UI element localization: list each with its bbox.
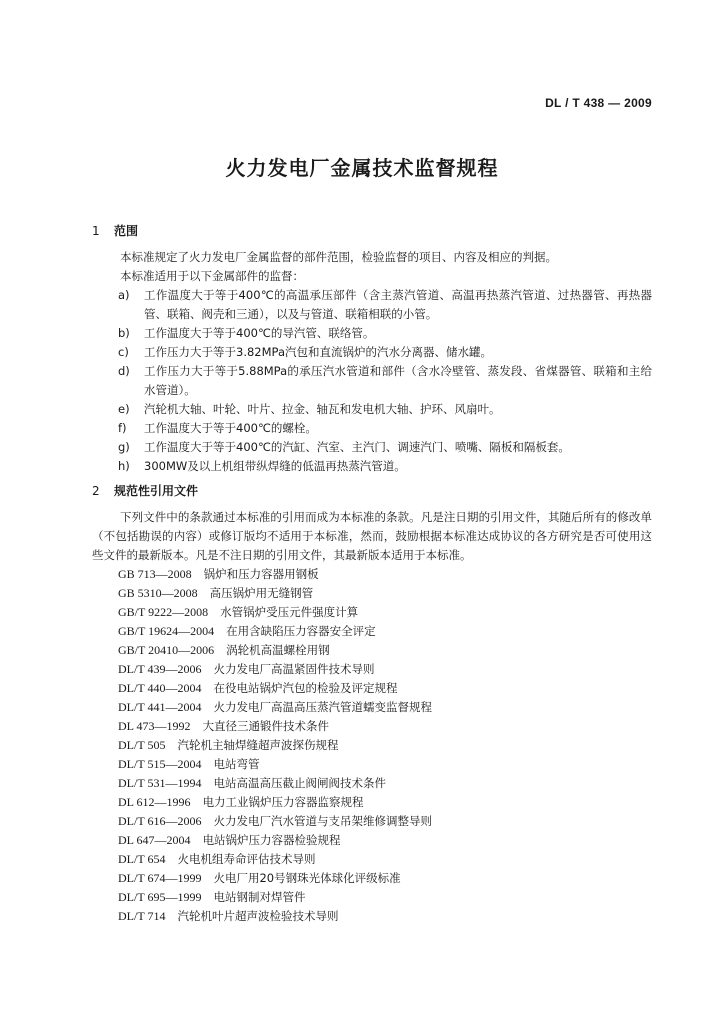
reference-title: 电站弯管 xyxy=(213,757,260,771)
reference-code: DL/T 616—2006 xyxy=(118,814,202,828)
reference-title: 火力发电厂高温高压蒸汽管道蠕变监督规程 xyxy=(213,700,432,714)
document-title: 火力发电厂金属技术监督规程 xyxy=(225,156,499,180)
scope-item-a xyxy=(118,286,652,324)
scope-item-label: b) xyxy=(118,326,130,340)
section-2-heading xyxy=(92,482,198,499)
scope-item-b xyxy=(118,324,652,343)
section-2-number: 2 xyxy=(92,484,100,498)
reference-item xyxy=(118,755,259,774)
section-2-title: 规范性引用文件 xyxy=(114,484,199,498)
scope-item-text: 工作压力大于等于3.82MPa汽包和直流锅炉的汽水分离器、储水罐。 xyxy=(144,345,492,359)
reference-item xyxy=(118,793,364,812)
scope-item-label: a) xyxy=(118,288,130,302)
standard-number: DL / T 438 — 2009 xyxy=(545,96,652,110)
reference-title: 水管锅炉受压元件强度计算 xyxy=(220,605,359,619)
reference-code: GB/T 19624—2004 xyxy=(118,624,215,638)
scope-item-text: 工作温度大于等于400℃的高温承压部件（含主蒸汽管道、高温再热蒸汽管道、过热器管、再热器管、联箱、阀壳和三通），以及与管道、联箱相联的小管。 xyxy=(144,288,652,321)
reference-title: 高压锅炉用无缝钢管 xyxy=(209,586,314,600)
reference-code: DL/T 441—2004 xyxy=(118,700,202,714)
scope-item-f xyxy=(118,419,652,438)
reference-code: DL/T 515—2004 xyxy=(118,757,202,771)
section-2-paragraph: 下列文件中的条款通过本标准的引用而成为本标准的条款。凡是注日期的引用文件，其随后所有的修改单（不包括勘误的内容）或修订版均不适用于本标准，然而，鼓励根据本标准达成协议的各方研究是否可使用这些文件的最新版本。凡是不注日期的引用文件，其最新版本适用于本标准。 xyxy=(92,510,652,562)
reference-title: 大直径三通锻件技术条件 xyxy=(202,719,330,733)
scope-item-text: 300MW及以上机组带纵焊缝的低温再热蒸汽管道。 xyxy=(144,459,406,473)
reference-item xyxy=(118,736,338,755)
scope-item-label: g) xyxy=(118,440,130,454)
reference-item xyxy=(118,622,376,641)
scope-item-label: e) xyxy=(118,402,130,416)
scope-item-text: 工作温度大于等于400℃的汽缸、汽室、主汽门、调速汽门、喷嘴、隔板和隔板套。 xyxy=(144,440,570,454)
reference-title: 电力工业锅炉压力容器监察规程 xyxy=(202,795,364,809)
reference-item xyxy=(118,584,313,603)
reference-item xyxy=(118,603,358,622)
reference-title: 汽轮机叶片超声波检验技术导则 xyxy=(177,909,339,923)
reference-code: DL/T 531—1994 xyxy=(118,776,202,790)
scope-item-g xyxy=(118,438,652,457)
section-1-intro-1: 本标准规定了火力发电厂金属监督的部件范围，检验监督的项目、内容及相应的判据。 xyxy=(120,250,557,264)
reference-code: DL/T 440—2004 xyxy=(118,681,202,695)
scope-item-text: 工作压力大于等于5.88MPa的承压汽水管道和部件（含水冷壁管、蒸发段、省煤器管、联箱和主给水管道）。 xyxy=(144,364,652,397)
scope-item-text: 汽轮机大轴、叶轮、叶片、拉金、轴瓦和发电机大轴、护环、风扇叶。 xyxy=(144,402,501,416)
reference-item xyxy=(118,660,374,679)
scope-item-text: 工作温度大于等于400℃的导汽管、联络管。 xyxy=(144,326,375,340)
reference-title: 火力发电厂高温紧固件技术导则 xyxy=(213,662,375,676)
reference-code: DL 473—1992 xyxy=(118,719,191,733)
reference-item xyxy=(118,717,329,736)
reference-title: 火电厂用20号钢珠光体球化评级标准 xyxy=(213,871,401,885)
reference-code: DL 612—1996 xyxy=(118,795,191,809)
reference-title: 汽轮机主轴焊缝超声波探伤规程 xyxy=(177,738,339,752)
reference-item xyxy=(118,679,397,698)
reference-title: 在役电站锅炉汽包的检验及评定规程 xyxy=(213,681,398,695)
reference-code: GB 713—2008 xyxy=(118,567,192,581)
reference-code: DL/T 674—1999 xyxy=(118,871,202,885)
scope-item-label: d) xyxy=(118,364,130,378)
reference-code: DL/T 654 xyxy=(118,852,166,866)
section-1-number: 1 xyxy=(92,224,100,238)
reference-title: 火电机组寿命评估技术导则 xyxy=(177,852,316,866)
reference-code: DL/T 714 xyxy=(118,909,166,923)
reference-item xyxy=(118,831,341,850)
scope-item-text: 工作温度大于等于400℃的螺栓。 xyxy=(144,421,317,435)
reference-code: DL 647—2004 xyxy=(118,833,191,847)
reference-title: 电站钢制对焊管件 xyxy=(213,890,306,904)
reference-code: DL/T 505 xyxy=(118,738,166,752)
reference-title: 电站锅炉压力容器检验规程 xyxy=(202,833,341,847)
reference-code: DL/T 695—1999 xyxy=(118,890,202,904)
reference-code: GB 5310—2008 xyxy=(118,586,198,600)
reference-item xyxy=(118,565,319,584)
reference-code: GB/T 20410—2006 xyxy=(118,643,215,657)
reference-item xyxy=(118,641,330,660)
reference-title: 火力发电厂汽水管道与支吊架维修调整导则 xyxy=(213,814,432,828)
reference-title: 涡轮机高温螺栓用钢 xyxy=(226,643,330,657)
reference-code: DL/T 439—2006 xyxy=(118,662,202,676)
reference-item xyxy=(118,850,315,869)
section-1-heading xyxy=(92,222,138,239)
scope-item-h xyxy=(118,457,652,476)
reference-title: 在用含缺陷压力容器安全评定 xyxy=(226,624,376,638)
reference-item xyxy=(118,698,432,717)
scope-item-label: h) xyxy=(118,459,130,473)
section-1-intro-2: 本标准适用于以下金属部件的监督： xyxy=(120,269,304,283)
scope-item-e xyxy=(118,400,652,419)
reference-item xyxy=(118,869,401,888)
reference-item xyxy=(118,812,432,831)
reference-item xyxy=(118,907,338,926)
reference-item xyxy=(118,888,305,907)
scope-item-c xyxy=(118,343,652,362)
reference-code: GB/T 9222—2008 xyxy=(118,605,209,619)
reference-title: 电站高温高压截止阀闸阀技术条件 xyxy=(213,776,386,790)
section-1-title: 范围 xyxy=(114,224,139,238)
reference-title: 锅炉和压力容器用钢板 xyxy=(203,567,319,581)
reference-item xyxy=(118,774,386,793)
scope-item-label: c) xyxy=(118,345,129,359)
scope-item-label: f) xyxy=(118,421,127,435)
scope-item-d xyxy=(118,362,652,400)
